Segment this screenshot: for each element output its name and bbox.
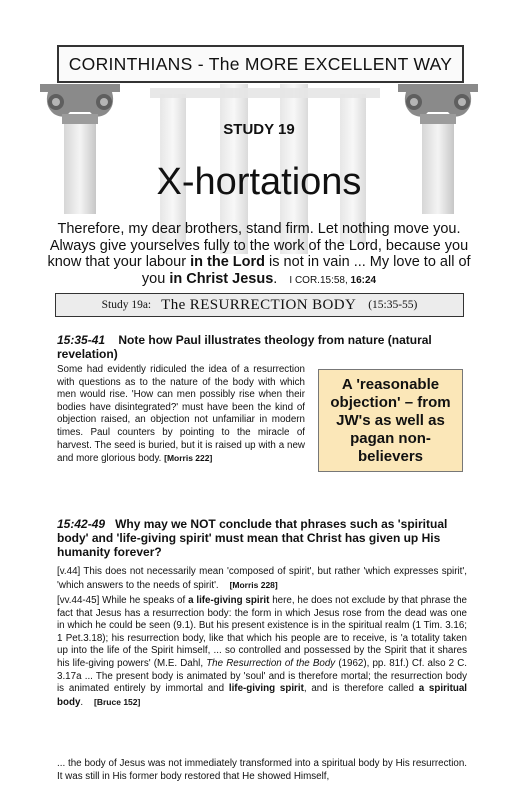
p1-source: [Morris 228] (229, 579, 278, 590)
study-title: X-hortations (156, 161, 362, 203)
p2-f: . (80, 696, 84, 708)
series-title: CORINTHIANS - The MORE EXCELLENT WAY (68, 53, 453, 74)
block2-heading-text: Why may we NOT conclude that phrases such as 'spiritual body' and 'life-giving spirit' must mean that Christ has given up His humanity forever? (57, 517, 448, 559)
section-title: The RESURRECTION BODY (161, 296, 357, 313)
p2-italic: The Resurrection of the Body (206, 657, 336, 669)
section-reference: (15:35-55) (368, 299, 418, 311)
block1-heading (57, 333, 467, 361)
p2-b3: a spiritual body (57, 683, 468, 708)
p2-d: (1962), pp. 81f.) Cf. also 2 C. 3.17a ... The present body is animated by 'soul' and is therefore mortal; the resurrection body is animated entirely by immortal and (57, 657, 467, 695)
p2-b2: life-giving spirit (228, 683, 304, 695)
p2-source: [Bruce 152] (94, 696, 141, 707)
p2-e: , and is therefore called (303, 683, 419, 695)
study-number: STUDY 19 (223, 121, 295, 138)
block2-paragraph-2 (57, 595, 467, 709)
quote-ref-text: I COR.15:58, (289, 274, 348, 286)
block1-source: [Morris 222] (164, 453, 213, 464)
block1-ref: 15:35-41 (57, 333, 106, 347)
quote-text-3: . (273, 270, 278, 287)
quote-text-1: Therefore, my dear brothers, stand firm. Let nothing move you. Always give yourselves fully to the work of the Lord, because you know that your labour (47, 221, 469, 270)
block1-heading-text: Note how Paul illustrates theology from nature (natural revelation) (57, 333, 432, 361)
p2-c: here, he does not exclude by that phrase the fact that Jesus has a resurrection body: the form in which Jesus rose from the dead was one in which he could be seen (9.1). But his present existence is in the spiritual realm (1 Tim. 3.16; 1 Pet.3.18); his resurrection body, like that which his people are to receive, is 'a totality taken up into the life of the Spirit himself, ... so controlled and possessed by the Spirit that it shares his life-giving powers' (M.E. Dahl, (57, 595, 467, 669)
series-banner (57, 45, 464, 83)
right-capital-ornament (398, 84, 478, 124)
block2-ref: 15:42-49 (57, 517, 106, 531)
quote-reference (289, 275, 376, 286)
section-header (55, 293, 464, 317)
quote-emphasis-1: in the Lord (190, 254, 266, 270)
block2-paragraph-3: ... the body of Jesus was not immediately transformed into a spiritual body by His resurrection. It was still in His former body restored that He showed Himself, (57, 758, 467, 782)
p2-a: [vv.44-45] While he speaks of (57, 595, 189, 606)
block1-body-text: Some had evidently ridiculed the idea of a resurrection with questions as to the nature of the body with which men would rise. 'How can men possibly rise when their bodies have disintegrated?' must have been the kind of objection raised, an objection not unfamiliar in modern times. Paul counters by pointing to the miracle of harvest. The seed is buried, but it is raised up with a new and more glorious body. (57, 364, 305, 465)
quote-text-2: is not in vain ... My love to all of you (141, 254, 471, 287)
left-capital-ornament (40, 84, 120, 124)
block1-body (57, 364, 305, 466)
quote-ref-bold: 16:24 (350, 274, 377, 286)
p1-text: [v.44] This does not necessarily mean 'composed of spirit', but rather 'which expresses spirit', 'which answers to the needs of spirit'. (57, 566, 467, 591)
callout-box: A 'reasonable objection' – from JW's as well as pagan non-believers (318, 369, 463, 472)
scripture-quote (40, 221, 478, 289)
p2-b1: a life-giving spirit (188, 595, 270, 606)
block2-heading (57, 517, 467, 559)
quote-emphasis-2: in Christ Jesus (169, 270, 274, 287)
block2-paragraph-1 (57, 566, 467, 592)
section-label: Study 19a: (101, 299, 152, 311)
